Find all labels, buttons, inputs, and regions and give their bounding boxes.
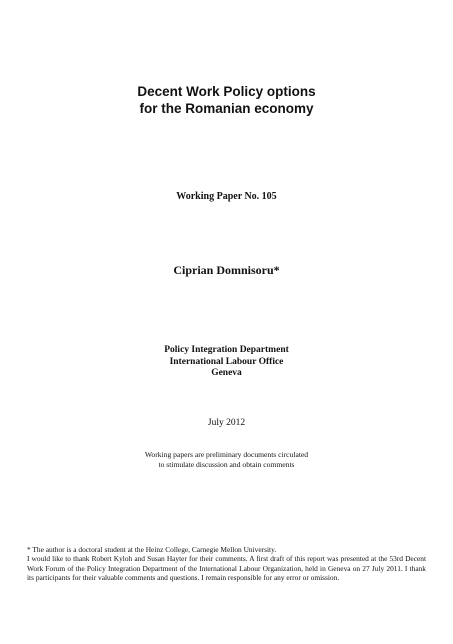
footnote — [27, 545, 426, 583]
affiliation-organization: International Labour Office — [169, 356, 284, 367]
working-paper-note — [0, 450, 453, 469]
title-line-2: for the Romanian economy — [139, 101, 314, 116]
document-title — [0, 83, 453, 117]
author-name: Ciprian Domnisoru* — [173, 263, 280, 277]
note-line-1: Working papers are preliminary documents circulated — [144, 450, 309, 459]
footnote-acknowledgements: I would like to thank Robert Kyloh and Susan Hayter for their comments. A first draft of this report was presented at the 53rd Decent Work Forum of the Policy Integration Department of the International Labour Organization, held in Geneva on 27 July 2011. I thank its participants for their valuable comments and questions. I remain responsible for any error or omission. — [27, 554, 426, 583]
note-line-2: to stimulate discussion and obtain comments — [158, 459, 295, 469]
affiliation-department: Policy Integration Department — [164, 345, 289, 355]
working-paper-number: Working Paper No. 105 — [176, 191, 277, 202]
footnote-author: * The author is a doctoral student at the Heinz College, Carnegie Mellon University. — [27, 545, 277, 554]
affiliation-city: Geneva — [211, 368, 242, 378]
affiliation-block — [0, 345, 453, 380]
title-line-1: Decent Work Policy options — [137, 84, 316, 99]
publication-date: July 2012 — [207, 418, 246, 428]
